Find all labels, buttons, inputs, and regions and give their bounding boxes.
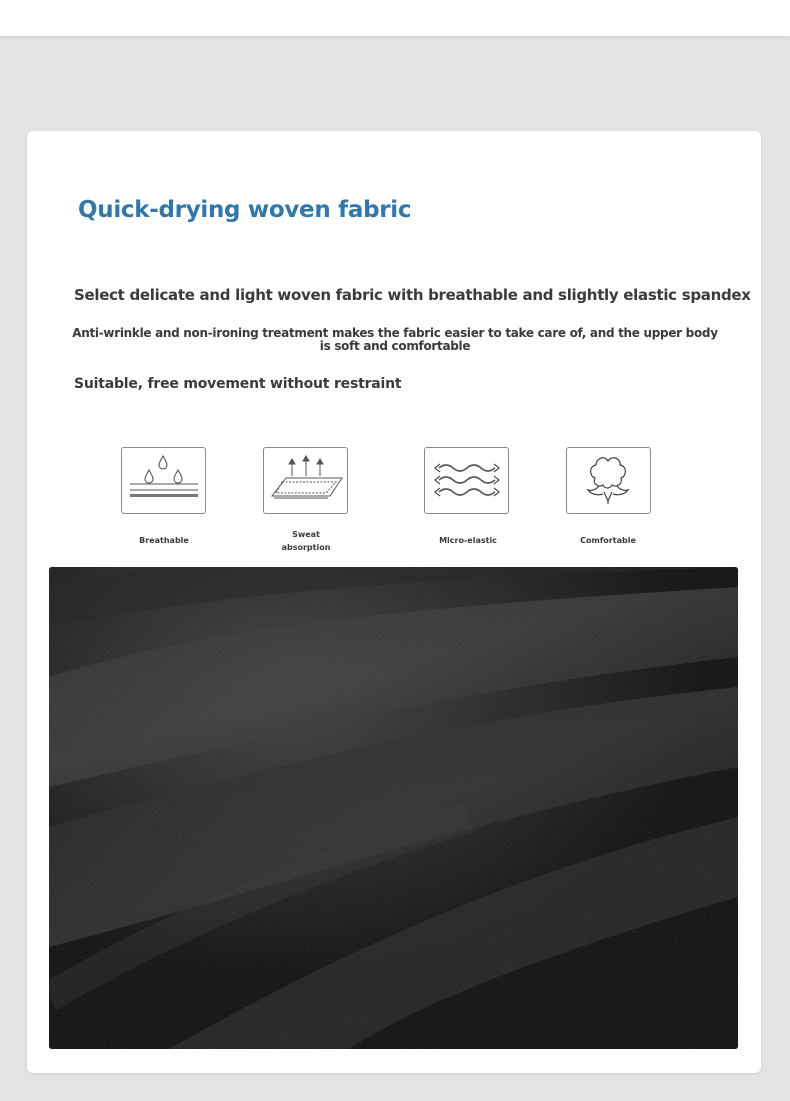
section-title: Quick-drying woven fabric xyxy=(78,197,412,223)
micro-elastic-icon xyxy=(424,447,509,514)
product-detail-card xyxy=(27,131,761,1073)
description-line-1: Select delicate and light woven fabric with breathable and slightly elastic spandex xyxy=(74,286,751,304)
top-band xyxy=(0,0,790,36)
feature-label-comfortable: Comfortable xyxy=(580,536,636,545)
breathable-icon xyxy=(121,447,206,514)
feature-label-micro-elastic: Micro-elastic xyxy=(439,536,497,545)
description-line-2: Anti-wrinkle and non-ironing treatment makes the fabric easier to take care of, and the upper body is soft and comfortable xyxy=(72,326,718,353)
feature-label-breathable: Breathable xyxy=(139,536,189,545)
sweat-absorption-icon xyxy=(263,447,348,514)
feature-label-sweat-absorption xyxy=(256,528,356,554)
description-line-3: Suitable, free movement without restraint xyxy=(74,376,402,392)
cotton-icon xyxy=(566,447,651,514)
feature-label-sweat-absorption-text: Sweat absorption xyxy=(281,530,331,552)
fabric-texture-photo xyxy=(49,567,738,1049)
